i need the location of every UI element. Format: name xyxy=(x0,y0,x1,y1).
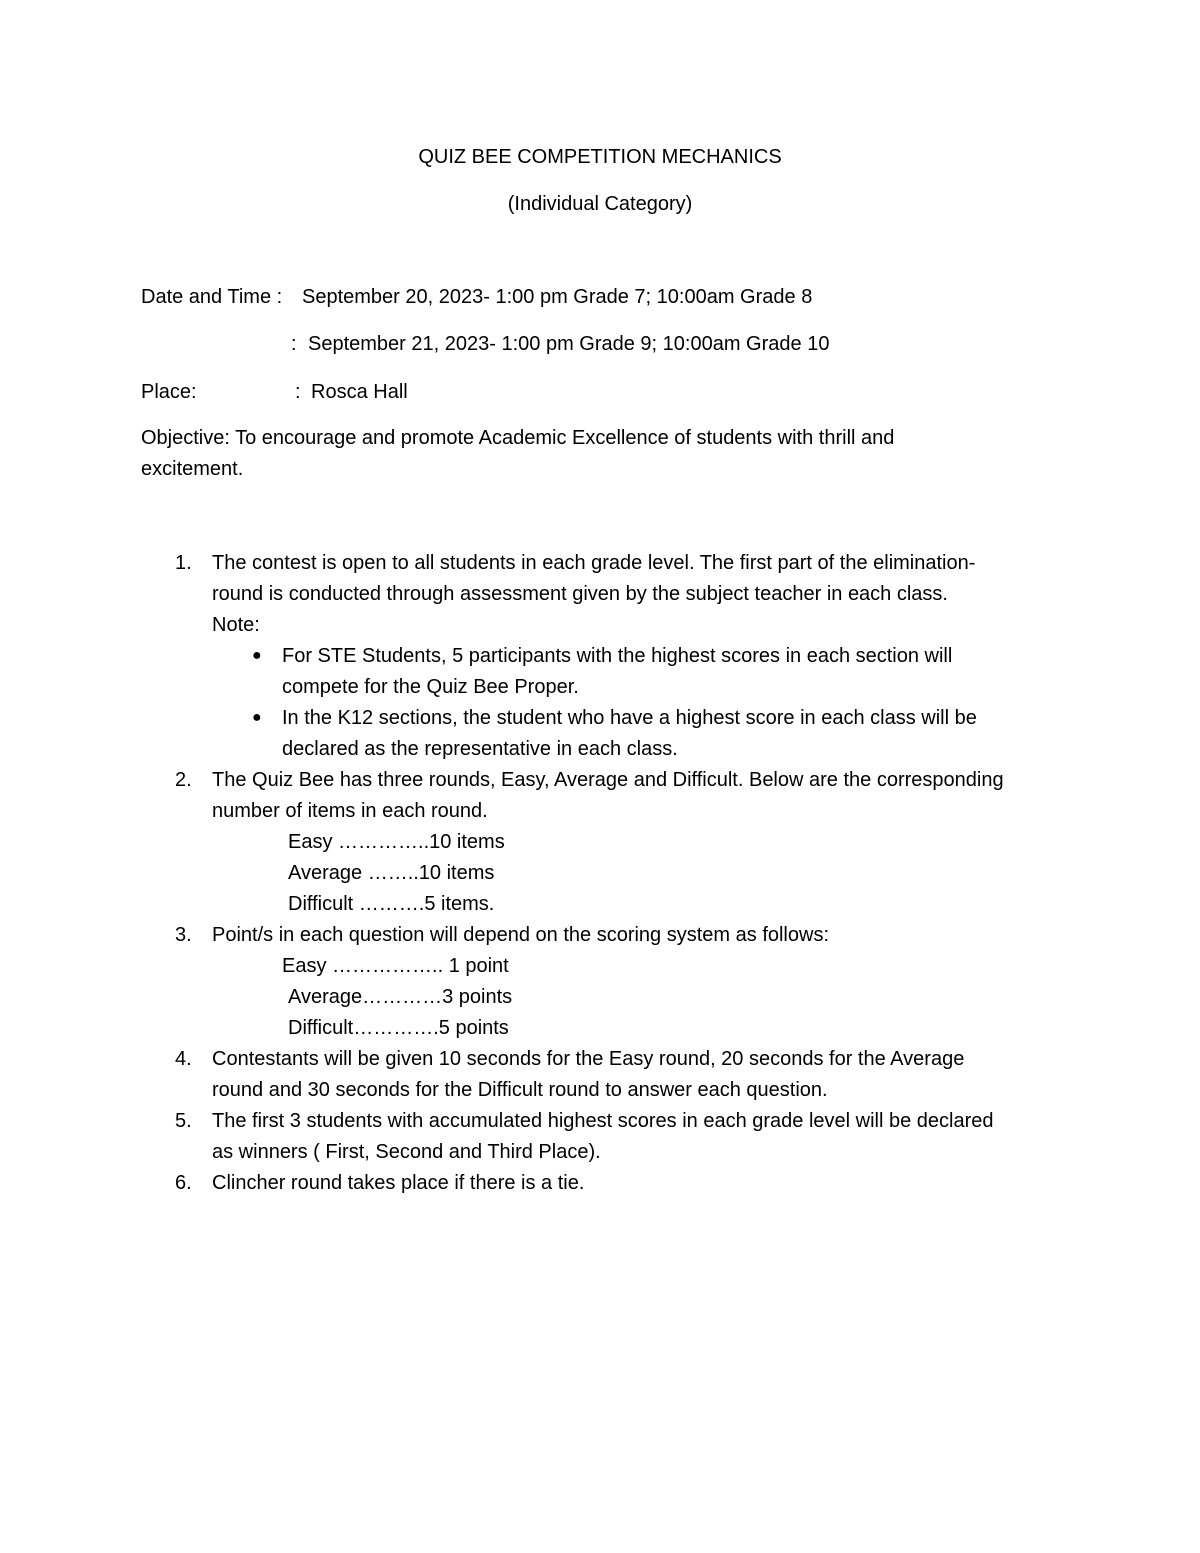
rule-6-line-1: Clincher round takes place if there is a tie. xyxy=(212,1172,585,1194)
document-subtitle: (Individual Category) xyxy=(507,193,693,215)
rule-6-number: 6. xyxy=(175,1172,192,1194)
rule-3-number: 3. xyxy=(175,924,192,946)
rule-1-bullet-2-line-1: In the K12 sections, the student who have a highest score in each class will be xyxy=(282,707,977,729)
objective-line-2: excitement. xyxy=(141,458,244,480)
rule-5-line-1: The first 3 students with accumulated highest scores in each grade level will be declared xyxy=(212,1110,994,1132)
rule-3-item-difficult: Difficult………….5 points xyxy=(288,1017,509,1039)
rule-3-item-easy: Easy …………….. 1 point xyxy=(282,955,509,977)
bullet-icon: ● xyxy=(252,647,262,664)
rule-2-item-easy: Easy …………..10 items xyxy=(288,831,505,853)
rule-2-item-average: Average ……..10 items xyxy=(288,862,495,884)
rule-5-number: 5. xyxy=(175,1110,192,1132)
place-label: Place: xyxy=(141,381,197,403)
rule-4-line-2: round and 30 seconds for the Difficult round to answer each question. xyxy=(212,1079,828,1101)
rule-2-line-1: The Quiz Bee has three rounds, Easy, Average and Difficult. Below are the corresponding xyxy=(212,769,1004,791)
rule-4-line-1: Contestants will be given 10 seconds for the Easy round, 20 seconds for the Average xyxy=(212,1048,965,1070)
rule-2-item-difficult: Difficult ……….5 items. xyxy=(288,893,495,915)
place-colon: : xyxy=(295,381,301,403)
rule-2-line-2: number of items in each round. xyxy=(212,800,488,822)
rule-3-line-1: Point/s in each question will depend on the scoring system as follows: xyxy=(212,924,830,946)
rule-1-bullet-2-line-2: declared as the representative in each class. xyxy=(282,738,678,760)
bullet-icon: ● xyxy=(252,709,262,726)
rule-1-line-1: The contest is open to all students in each grade level. The first part of the elimination- xyxy=(212,552,976,574)
rule-2-number: 2. xyxy=(175,769,192,791)
rule-1-note: Note: xyxy=(212,614,260,636)
rule-1-bullet-1-line-2: compete for the Quiz Bee Proper. xyxy=(282,676,579,698)
rule-1-bullet-1-line-1: For STE Students, 5 participants with the highest scores in each section will xyxy=(282,645,953,667)
document-title: QUIZ BEE COMPETITION MECHANICS xyxy=(418,146,782,168)
date-time-value-2: September 21, 2023- 1:00 pm Grade 9; 10:00am Grade 10 xyxy=(308,333,830,355)
rule-4-number: 4. xyxy=(175,1048,192,1070)
objective-line-1: Objective: To encourage and promote Academic Excellence of students with thrill and xyxy=(141,427,895,449)
rule-1-line-2: round is conducted through assessment given by the subject teacher in each class. xyxy=(212,583,948,605)
date-time-value-1: September 20, 2023- 1:00 pm Grade 7; 10:00am Grade 8 xyxy=(302,286,813,308)
date-time-label: Date and Time : xyxy=(141,286,283,308)
date-time-colon-2: : xyxy=(291,333,297,355)
rule-3-item-average: Average…………3 points xyxy=(288,986,513,1008)
rule-5-line-2: as winners ( First, Second and Third Place). xyxy=(212,1141,601,1163)
place-value: Rosca Hall xyxy=(311,381,408,403)
rule-1-number: 1. xyxy=(175,552,192,574)
